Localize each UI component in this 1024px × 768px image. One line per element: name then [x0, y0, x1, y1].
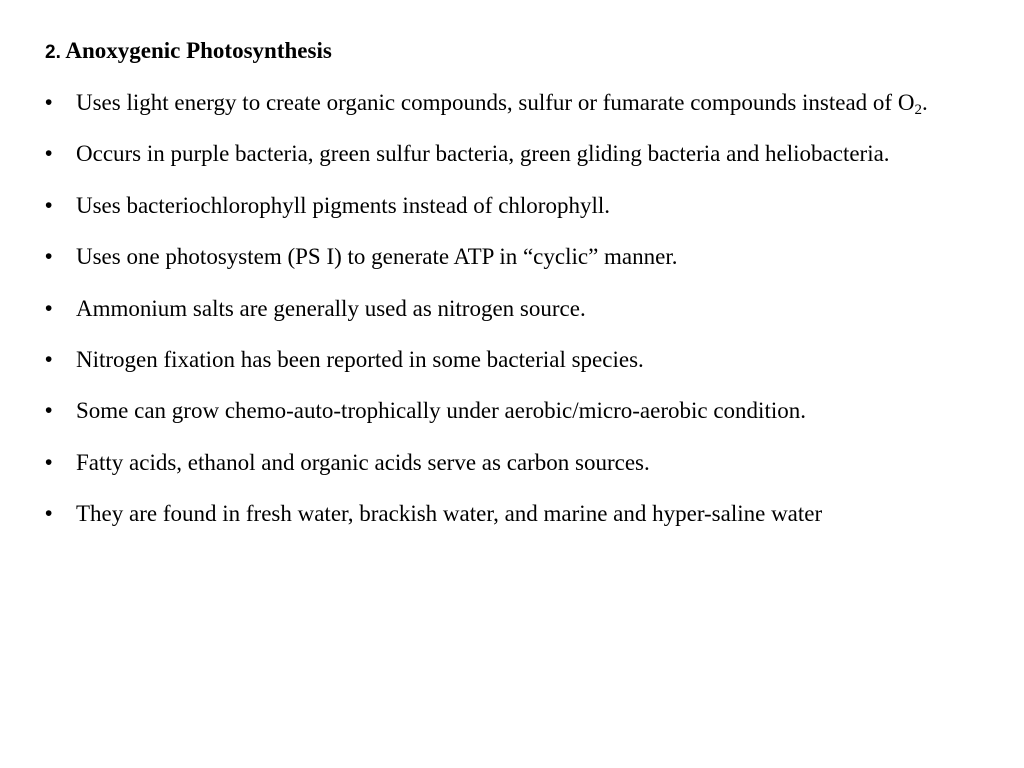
bullet-marker: •: [45, 91, 53, 114]
bullet-marker: •: [45, 450, 53, 474]
bullet-marker: •: [45, 142, 53, 166]
bullet-item: [45, 180, 1005, 231]
bullet-item: [45, 231, 1005, 282]
bullet-text: Uses light energy to create organic compounds, sulfur or fumarate compounds instead of O: [76, 90, 915, 115]
bullet-text: They are found in fresh water, brackish water, and marine and hyper-saline water: [76, 501, 823, 527]
section-number: 2: [45, 42, 56, 63]
bullet-item: [45, 437, 1005, 488]
bullet-item: [45, 385, 1005, 436]
bullet-marker: •: [45, 193, 53, 217]
bullet-text-tail: .: [921, 90, 928, 115]
bullet-text: Occurs in purple bacteria, green sulfur bacteria, green gliding bacteria and heliobacteria.: [76, 141, 890, 167]
bullet-item: [45, 488, 1005, 539]
bullet-text: Uses one photosystem (PS I) to generate ATP in “cyclic” manner.: [76, 244, 678, 270]
section-title: Anoxygenic Photosynthesis: [65, 38, 332, 63]
section-heading: [45, 36, 332, 68]
bullet-text: Uses bacteriochlorophyll pigments instead of chlorophyll.: [76, 192, 610, 218]
bullet-marker: •: [45, 399, 53, 423]
bullet-marker: •: [45, 502, 53, 526]
bullet-text: Fatty acids, ethanol and organic acids serve as carbon sources.: [76, 449, 650, 475]
bullet-item: [45, 283, 1005, 334]
bullet-item: [45, 128, 1005, 179]
bullet-marker: •: [45, 348, 53, 372]
bullet-marker: •: [45, 296, 53, 320]
bullet-text: Ammonium salts are generally used as nitrogen source.: [76, 295, 586, 321]
subscript-text: 2: [914, 102, 922, 118]
section-number-separator: .: [55, 42, 61, 63]
bullet-list: [45, 77, 1005, 540]
bullet-item: [45, 334, 1005, 385]
bullet-text: Nitrogen fixation has been reported in some bacterial species.: [76, 347, 644, 373]
bullet-item: [45, 77, 1005, 128]
bullet-marker: •: [45, 245, 53, 269]
bullet-text: Some can grow chemo-auto-trophically under aerobic/micro-aerobic condition.: [76, 398, 806, 424]
